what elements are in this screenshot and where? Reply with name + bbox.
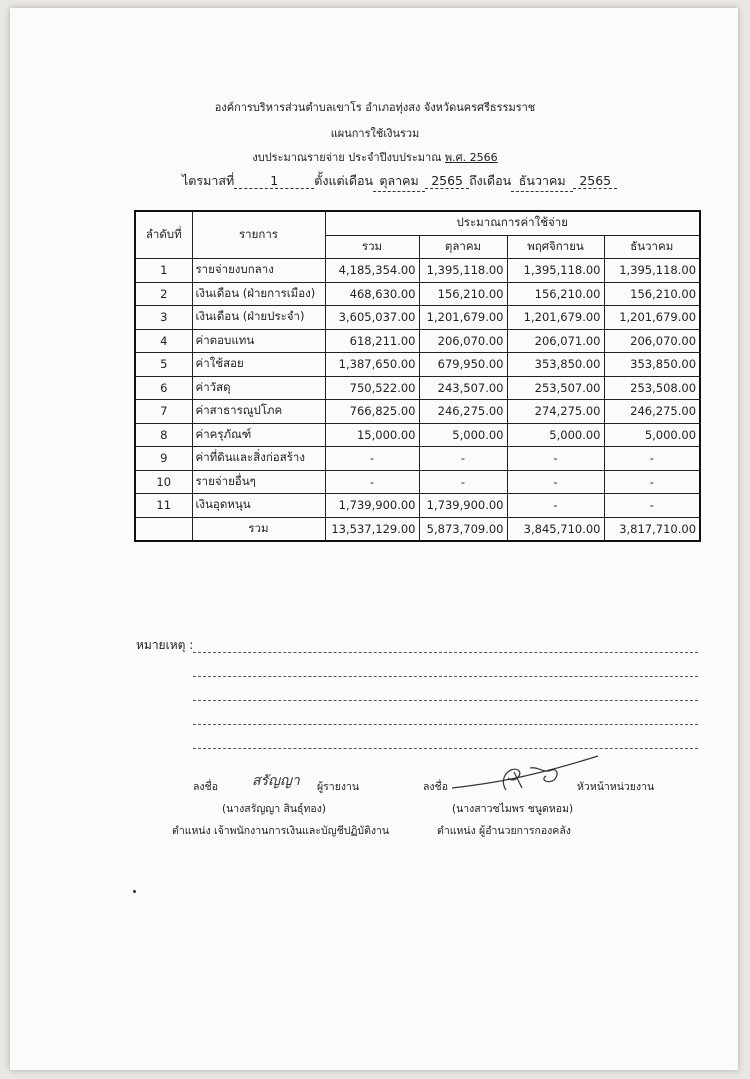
row-item: รายจ่ายงบกลาง — [192, 259, 325, 283]
row-m2: 5,000.00 — [507, 423, 604, 447]
row-m1: 156,210.00 — [419, 282, 507, 306]
left-name: (นางสรัญญา สินธุ์ทอง) — [222, 803, 326, 815]
row-total: 1,739,900.00 — [325, 494, 419, 518]
row-m1: 1,739,900.00 — [419, 494, 507, 518]
col-m3-header: ธันวาคม — [604, 235, 700, 259]
row-total: 15,000.00 — [325, 423, 419, 447]
row-no: 3 — [135, 306, 192, 330]
notes-line — [193, 652, 698, 653]
org-title: องค์การบริหารส่วนตำบลเขาโร อำเภอทุ่งสง จังหวัดนครศรีธรรมราช — [214, 101, 536, 114]
table-row — [135, 306, 700, 330]
total-row — [135, 517, 700, 541]
row-no: 10 — [135, 470, 192, 494]
row-m2: 156,210.00 — [507, 282, 604, 306]
table-row — [135, 376, 700, 400]
table-row — [135, 447, 700, 471]
row-total: 1,387,650.00 — [325, 353, 419, 377]
row-total: 618,211.00 — [325, 329, 419, 353]
row-item: รายจ่ายอื่นๆ — [192, 470, 325, 494]
row-m1: 1,395,118.00 — [419, 259, 507, 283]
row-m1: - — [419, 470, 507, 494]
row-m2: 353,850.00 — [507, 353, 604, 377]
row-m2: 1,395,118.00 — [507, 259, 604, 283]
row-m1: 246,275.00 — [419, 400, 507, 424]
row-m3: 353,850.00 — [604, 353, 700, 377]
total-m2: 3,845,710.00 — [507, 517, 604, 541]
row-item: ค่าใช้สอย — [192, 353, 325, 377]
quarter-line — [182, 171, 617, 192]
to-label: ถึงเดือน — [469, 173, 512, 188]
row-item: ค่าสาธารณูปโภค — [192, 400, 325, 424]
notes-line — [193, 724, 698, 725]
row-m1: 206,070.00 — [419, 329, 507, 353]
row-m2: - — [507, 447, 604, 471]
row-m1: 1,201,679.00 — [419, 306, 507, 330]
left-role: ผู้รายงาน — [317, 781, 360, 793]
row-total: 766,825.00 — [325, 400, 419, 424]
row-m1: 679,950.00 — [419, 353, 507, 377]
total-sum: 13,537,129.00 — [325, 517, 419, 541]
table-row — [135, 494, 700, 518]
budget-year: พ.ศ. 2566 — [444, 151, 498, 164]
row-no: 7 — [135, 400, 192, 424]
table-row — [135, 329, 700, 353]
to-month: ธันวาคม — [511, 171, 573, 192]
quarter-label: ไตรมาสที่ — [182, 173, 235, 188]
right-position: ตำแหน่ง ผู้อำนวยการกองคลัง — [437, 825, 571, 837]
row-item: ค่าวัสดุ — [192, 376, 325, 400]
total-m1: 5,873,709.00 — [419, 517, 507, 541]
budget-table — [134, 210, 701, 542]
left-position: ตำแหน่ง เจ้าพนักงานการเงินและบัญชีปฏิบัติงาน — [172, 825, 390, 837]
row-m2: 253,507.00 — [507, 376, 604, 400]
row-m1: 5,000.00 — [419, 423, 507, 447]
left-signature: สรัญญา — [252, 773, 300, 789]
row-item: ค่าที่ดินและสิ่งก่อสร้าง — [192, 447, 325, 471]
col-item-header: รายการ — [192, 211, 325, 259]
row-m3: 1,201,679.00 — [604, 306, 700, 330]
to-year: 2565 — [573, 173, 617, 189]
row-m2: 274,275.00 — [507, 400, 604, 424]
col-estimate-header: ประมาณการค่าใช้จ่าย — [325, 211, 700, 235]
row-no: 5 — [135, 353, 192, 377]
stray-mark — [133, 890, 136, 893]
table-row — [135, 353, 700, 377]
from-year: 2565 — [425, 173, 469, 189]
table-row — [135, 470, 700, 494]
row-m2: - — [507, 470, 604, 494]
total-row-blank — [135, 517, 192, 541]
row-m1: 243,507.00 — [419, 376, 507, 400]
row-no: 11 — [135, 494, 192, 518]
row-no: 8 — [135, 423, 192, 447]
row-m2: 1,201,679.00 — [507, 306, 604, 330]
row-m3: 253,508.00 — [604, 376, 700, 400]
quarter-no: 1 — [234, 173, 314, 189]
row-m3: 246,275.00 — [604, 400, 700, 424]
row-total: 750,522.00 — [325, 376, 419, 400]
row-no: 6 — [135, 376, 192, 400]
budget-line — [0, 148, 750, 166]
row-m3: 1,395,118.00 — [604, 259, 700, 283]
notes-line — [193, 700, 698, 701]
row-m1: - — [419, 447, 507, 471]
row-m3: - — [604, 447, 700, 471]
row-m2: 206,071.00 — [507, 329, 604, 353]
plan-title: แผนการใช้เงินรวม — [330, 127, 420, 140]
row-m3: 206,070.00 — [604, 329, 700, 353]
col-m2-header: พฤศจิกายน — [507, 235, 604, 259]
table-row — [135, 423, 700, 447]
row-m3: - — [604, 470, 700, 494]
row-total: 4,185,354.00 — [325, 259, 419, 283]
table-row — [135, 259, 700, 283]
table-row — [135, 400, 700, 424]
row-item: ค่าตอบแทน — [192, 329, 325, 353]
row-total: - — [325, 447, 419, 471]
col-m1-header: ตุลาคม — [419, 235, 507, 259]
row-total: - — [325, 470, 419, 494]
row-no: 2 — [135, 282, 192, 306]
row-no: 9 — [135, 447, 192, 471]
notes-line — [193, 676, 698, 677]
row-total: 468,630.00 — [325, 282, 419, 306]
row-m3: - — [604, 494, 700, 518]
row-no: 4 — [135, 329, 192, 353]
right-sign-label: ลงชื่อ — [423, 781, 448, 793]
from-label: ตั้งแต่เดือน — [314, 173, 374, 188]
total-label: รวม — [192, 517, 325, 541]
row-item: เงินเดือน (ฝ่ายการเมือง) — [192, 282, 325, 306]
notes-label: หมายเหตุ : — [136, 638, 194, 652]
row-total: 3,605,037.00 — [325, 306, 419, 330]
from-month: ตุลาคม — [373, 171, 425, 192]
total-m3: 3,817,710.00 — [604, 517, 700, 541]
notes-line — [193, 748, 698, 749]
right-name: (นางสาวชไมพร ชนูดหอม) — [452, 803, 574, 815]
row-item: ค่าครุภัณฑ์ — [192, 423, 325, 447]
table-row — [135, 282, 700, 306]
left-sign-label: ลงชื่อ — [193, 781, 218, 793]
col-total-header: รวม — [325, 235, 419, 259]
row-item: เงินอุดหนุน — [192, 494, 325, 518]
col-no-header: ลำดับที่ — [135, 211, 192, 259]
row-m3: 5,000.00 — [604, 423, 700, 447]
right-role: หัวหน้าหน่วยงาน — [577, 781, 655, 793]
row-no: 1 — [135, 259, 192, 283]
row-m2: - — [507, 494, 604, 518]
row-item: เงินเดือน (ฝ่ายประจำ) — [192, 306, 325, 330]
budget-prefix: งบประมาณรายจ่าย ประจำปีงบประมาณ — [252, 151, 442, 164]
row-m3: 156,210.00 — [604, 282, 700, 306]
